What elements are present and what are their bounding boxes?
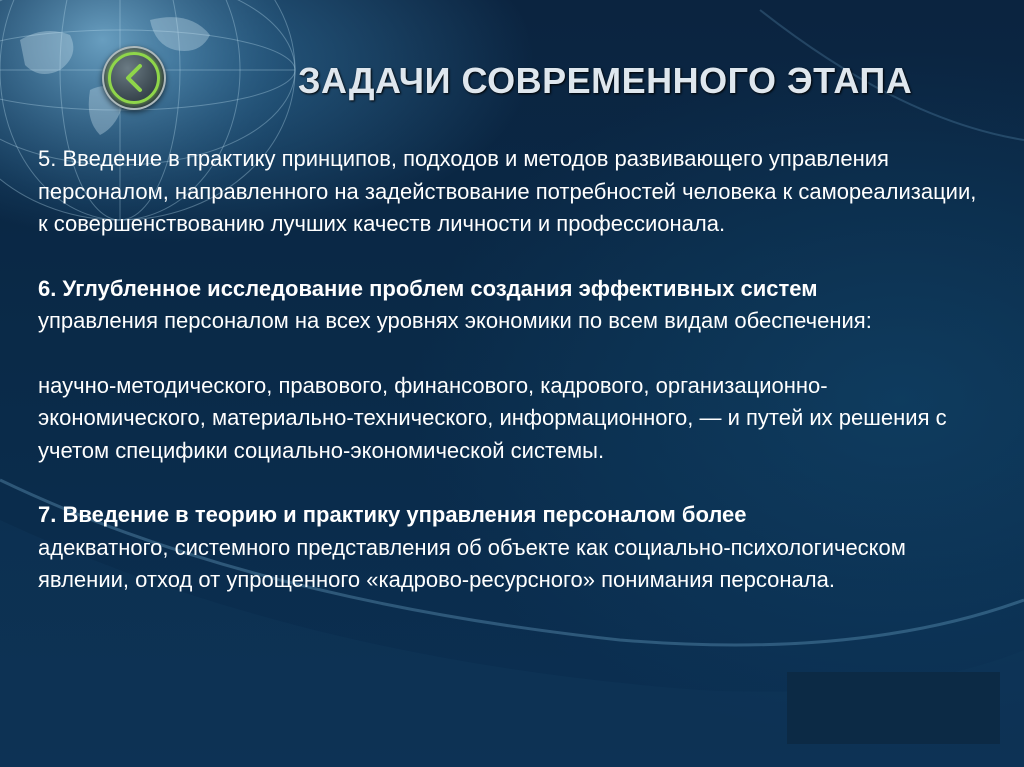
paragraph-6-list: научно-методического, правового, финансового, кадрового, организационно-экономического, материально-технического, информационного, — и путей их решения с учетом специфики социально-экономической системы. [38,372,947,463]
paragraph-6 [38,273,986,338]
page-title: ЗАДАЧИ СОВРЕМЕННОГО ЭТАПА [298,60,913,101]
paragraph-7-text: адекватного, системного представления об объекте как социально-психологическом явлении, отход от упрощенного «кадрово-ресурсного» понимания персонала. [38,534,906,592]
slide-content [38,143,986,629]
chevron-left-icon [120,62,148,94]
paragraph-6-heading: 6. Углубленное исследование проблем создания эффективных систем [38,275,818,301]
paragraph-6-text: управления персоналом на всех уровнях экономики по всем видам обеспечения: [38,308,872,333]
paragraph-7 [38,499,986,597]
corner-box [787,672,1000,744]
paragraph-5: 5. Введение в практику принципов, подходов и методов развивающего управления персоналом, направленного на задействование потребностей человека к самореализации, к совершенствованию лучших качеств личности и профессионала. [38,146,977,236]
paragraph-7-heading: 7. Введение в теорию и практику управления персоналом более [38,502,747,527]
back-button[interactable] [102,46,166,110]
